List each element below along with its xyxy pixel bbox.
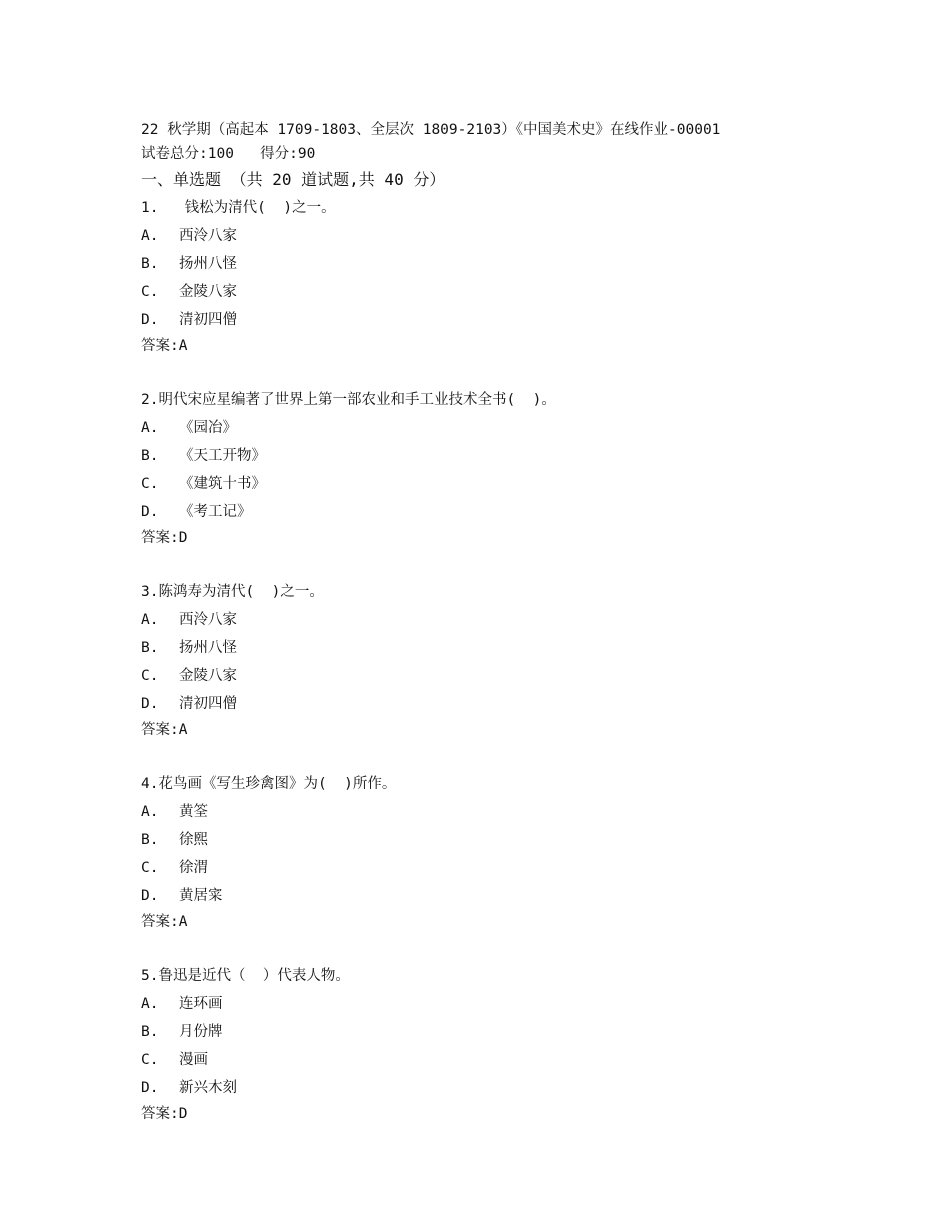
question-spacer (141, 550, 841, 578)
option-letter: D. (141, 504, 159, 520)
question-spacer (141, 934, 841, 962)
question-stem: 3.陈鸿寿为清代( )之一。 (141, 584, 324, 600)
option-d (141, 882, 841, 910)
answer-line: 答案:A (141, 338, 188, 354)
option-text: 扬州八怪 (179, 640, 237, 656)
option-d (141, 306, 841, 334)
option-letter: A. (141, 420, 159, 436)
option-a (141, 990, 841, 1018)
question-stem: 1. 钱松为清代( )之一。 (141, 200, 336, 216)
option-text: 清初四僧 (179, 312, 237, 328)
question-spacer (141, 358, 841, 386)
option-text: 西泠八家 (179, 228, 237, 244)
option-letter: B. (141, 448, 159, 464)
option-text: 黄筌 (179, 804, 208, 820)
option-c (141, 854, 841, 882)
exam-title: 22 秋学期（高起本 1709-1803、全层次 1809-2103）《中国美术史》在线作业-00001 (141, 122, 721, 138)
option-letter: A. (141, 612, 159, 628)
option-text: 徐熙 (179, 832, 208, 848)
option-text: 《考工记》 (179, 504, 252, 520)
option-letter: B. (141, 256, 159, 272)
option-a (141, 414, 841, 442)
option-d (141, 690, 841, 718)
option-a (141, 222, 841, 250)
option-letter: A. (141, 996, 159, 1012)
option-text: 《天工开物》 (179, 448, 266, 464)
option-c (141, 662, 841, 690)
option-letter: D. (141, 1080, 159, 1096)
question-stem: 5.鲁迅是近代（ ）代表人物。 (141, 968, 350, 984)
answer-line: 答案:A (141, 722, 188, 738)
question-spacer (141, 742, 841, 770)
option-c (141, 470, 841, 498)
option-text: 金陵八家 (179, 668, 237, 684)
option-letter: D. (141, 312, 159, 328)
option-letter: B. (141, 640, 159, 656)
option-letter: C. (141, 668, 159, 684)
option-text: 徐渭 (179, 860, 208, 876)
option-b (141, 442, 841, 470)
option-b (141, 634, 841, 662)
question-stem: 2.明代宋应星编著了世界上第一部农业和手工业技术全书( )。 (141, 392, 556, 408)
option-b (141, 826, 841, 854)
option-d (141, 498, 841, 526)
option-text: 漫画 (179, 1052, 208, 1068)
question-5 (141, 962, 841, 1126)
option-letter: C. (141, 284, 159, 300)
option-letter: D. (141, 888, 159, 904)
option-text: 金陵八家 (179, 284, 237, 300)
option-text: 西泠八家 (179, 612, 237, 628)
option-c (141, 1046, 841, 1074)
question-2 (141, 386, 841, 550)
question-stem: 4.花鸟画《写生珍禽图》为( )所作。 (141, 776, 397, 792)
option-text: 黄居寀 (179, 888, 223, 904)
option-letter: C. (141, 860, 159, 876)
option-text: 月份牌 (179, 1024, 223, 1040)
question-3 (141, 578, 841, 742)
option-text: 连环画 (179, 996, 223, 1012)
option-text: 清初四僧 (179, 696, 237, 712)
answer-line: 答案:A (141, 914, 188, 930)
answer-line: 答案:D (141, 530, 188, 546)
option-c (141, 278, 841, 306)
score-line: 试卷总分:100 得分:90 (141, 146, 316, 162)
option-a (141, 606, 841, 634)
option-a (141, 798, 841, 826)
option-b (141, 1018, 841, 1046)
question-1 (141, 194, 841, 358)
option-d (141, 1074, 841, 1102)
option-letter: D. (141, 696, 159, 712)
option-b (141, 250, 841, 278)
option-text: 新兴木刻 (179, 1080, 237, 1096)
answer-line: 答案:D (141, 1106, 188, 1122)
section-heading: 一、单选题 （共 20 道试题,共 40 分） (141, 170, 446, 189)
option-text: 扬州八怪 (179, 256, 237, 272)
option-letter: A. (141, 228, 159, 244)
option-text: 《建筑十书》 (179, 476, 266, 492)
exam-document (141, 118, 841, 1126)
option-letter: C. (141, 476, 159, 492)
option-letter: B. (141, 832, 159, 848)
option-text: 《园冶》 (179, 420, 237, 436)
option-letter: A. (141, 804, 159, 820)
question-4 (141, 770, 841, 934)
option-letter: B. (141, 1024, 159, 1040)
option-letter: C. (141, 1052, 159, 1068)
